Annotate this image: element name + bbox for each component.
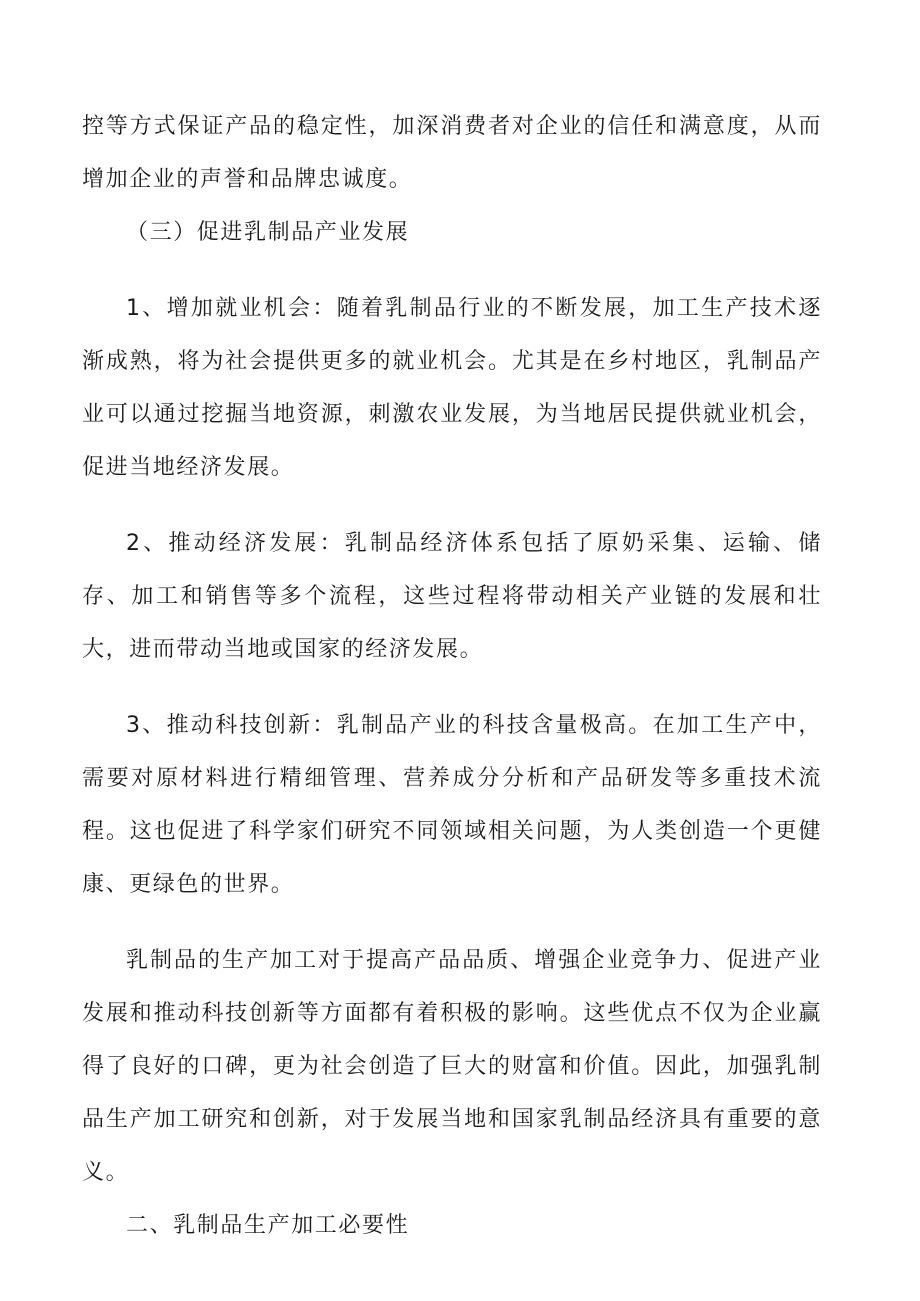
paragraph-employment: 1、增加就业机会：随着乳制品行业的不断发展，加工生产技术逐渐成熟，将为社会提供更多的就业机会。尤其是在乡村地区，乳制品产业可以通过挖掘当地资源，刺激农业发展，为当地居民提供就业机会，促进当地经济发展。 <box>82 296 822 480</box>
paragraph-continuation: 控等方式保证产品的稳定性，加深消费者对企业的信任和满意度，从而增加企业的声誉和品牌忠诚度。 <box>82 114 822 192</box>
section-heading-necessity: 二、乳制品生产加工必要性 <box>126 1213 410 1238</box>
section-heading-promote-industry: （三）促进乳制品产业发展 <box>126 220 410 245</box>
paragraph-summary: 乳制品的生产加工对于提高产品品质、增强企业竞争力、促进产业发展和推动科技创新等方面都有着积极的影响。这些优点不仅为企业赢得了良好的口碑，更为社会创造了巨大的财富和价值。因此，加强乳制品生产加工研究和创新，对于发展当地和国家乳制品经济具有重要的意义。 <box>82 948 822 1185</box>
document-page <box>82 100 822 1252</box>
paragraph-technology: 3、推动科技创新：乳制品产业的科技含量极高。在加工生产中，需要对原材料进行精细管理、营养成分分析和产品研发等多重技术流程。这也促进了科学家们研究不同领域相关问题，为人类创造一个更健康、更绿色的世界。 <box>82 713 822 897</box>
paragraph-economy: 2、推动经济发展：乳制品经济体系包括了原奶采集、运输、储存、加工和销售等多个流程，这些过程将带动相关产业链的发展和壮大，进而带动当地或国家的经济发展。 <box>82 531 822 662</box>
